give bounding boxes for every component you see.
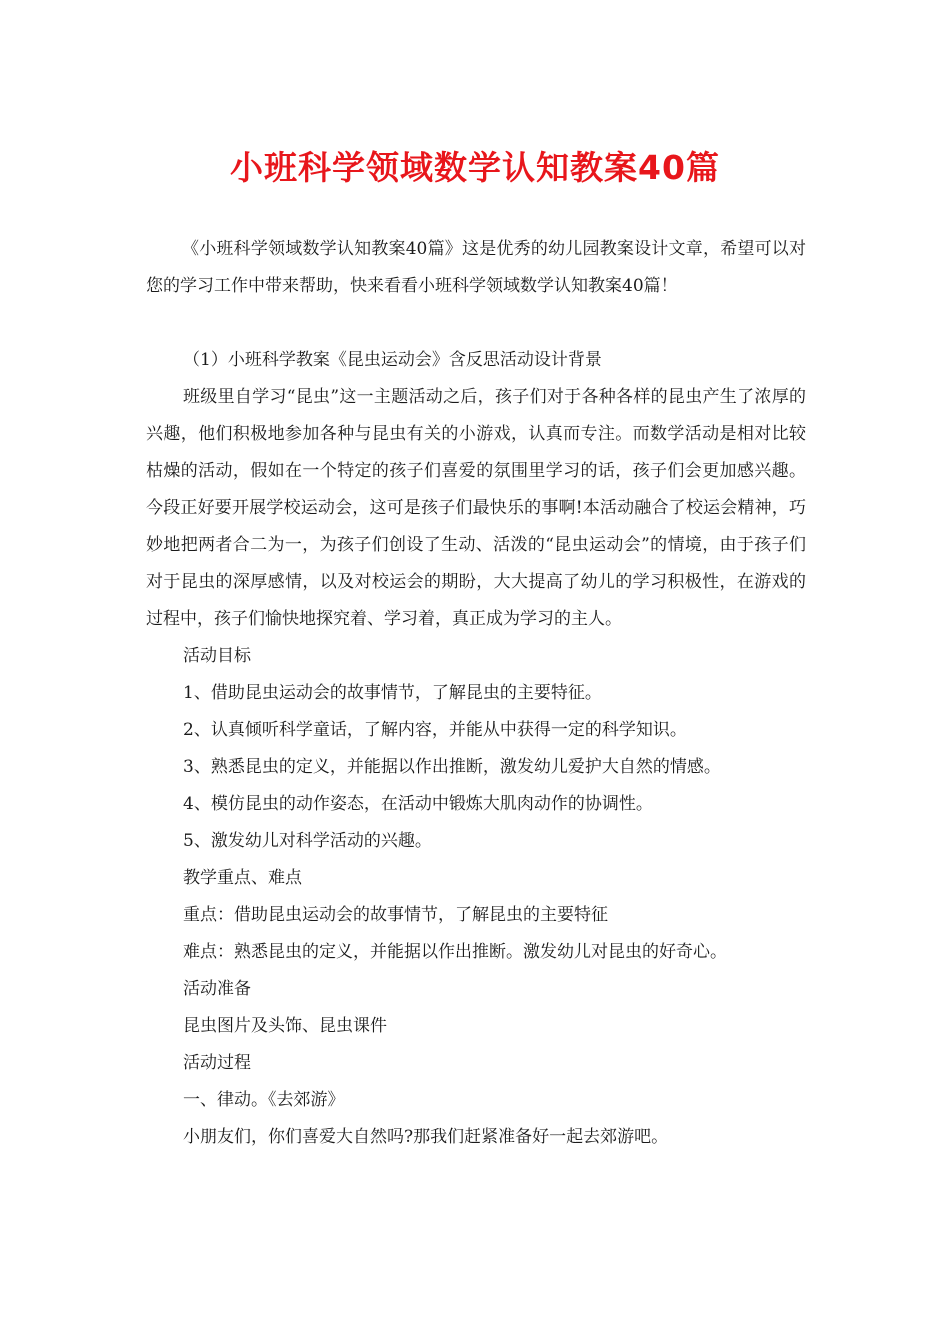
document-title: 小班科学领域数学认知教案40篇 <box>230 148 720 187</box>
goal-item: 2、认真倾听科学童话，了解内容，并能从中获得一定的科学知识。 <box>183 720 687 740</box>
process-step-1-text: 小朋友们，你们喜爱大自然吗?那我们赶紧准备好一起去郊游吧。 <box>183 1127 669 1147</box>
key-point: 重点：借助昆虫运动会的故事情节，了解昆虫的主要特征 <box>183 905 608 925</box>
difficult-point: 难点：熟悉昆虫的定义，并能据以作出推断。激发幼儿对昆虫的好奇心。 <box>183 942 727 962</box>
process-step-1: 一、律动。《去郊游》 <box>183 1090 345 1110</box>
goal-item: 3、熟悉昆虫的定义，并能据以作出推断，激发幼儿爱护大自然的情感。 <box>183 757 721 777</box>
section-heading: （1）小班科学教案《昆虫运动会》含反思活动设计背景 <box>183 350 602 370</box>
document-body <box>146 342 806 1156</box>
process-heading: 活动过程 <box>183 1053 251 1073</box>
background-paragraph: 班级里自学习“昆虫”这一主题活动之后，孩子们对于各种各样的昆虫产生了浓厚的兴趣，他们积极地参加各种与昆虫有关的小游戏，认真而专注。而数学活动是相对比较枯燥的活动，假如在一个特定的孩子们喜爱的氛围里学习的话，孩子们会更加感兴趣。今段正好要开展学校运动会，这可是孩子们最快乐的事啊!本活动融合了校运会精神，巧妙地把两者合二为一，为孩子们创设了生动、活泼的“昆虫运动会”的情境，由于孩子们对于昆虫的深厚感情，以及对校运会的期盼，大大提高了幼儿的学习积极性，在游戏的过程中，孩子们愉快地探究着、学习着，真正成为学习的主人。 <box>146 387 806 629</box>
prep-content: 昆虫图片及头饰、昆虫课件 <box>183 1016 387 1036</box>
prep-heading: 活动准备 <box>183 979 251 999</box>
goal-item: 5、激发幼儿对科学活动的兴趣。 <box>183 831 432 851</box>
goal-item: 4、模仿昆虫的动作姿态，在活动中锻炼大肌肉动作的协调性。 <box>183 794 653 814</box>
goal-item: 1、借助昆虫运动会的故事情节，了解昆虫的主要特征。 <box>183 683 602 703</box>
key-heading: 教学重点、难点 <box>183 868 302 888</box>
intro-paragraph: 《小班科学领域数学认知教案40篇》这是优秀的幼儿园教案设计文章，希望可以对您的学习工作中带来帮助，快来看看小班科学领域数学认知教案40篇！ <box>146 239 806 296</box>
goals-heading: 活动目标 <box>183 646 251 666</box>
